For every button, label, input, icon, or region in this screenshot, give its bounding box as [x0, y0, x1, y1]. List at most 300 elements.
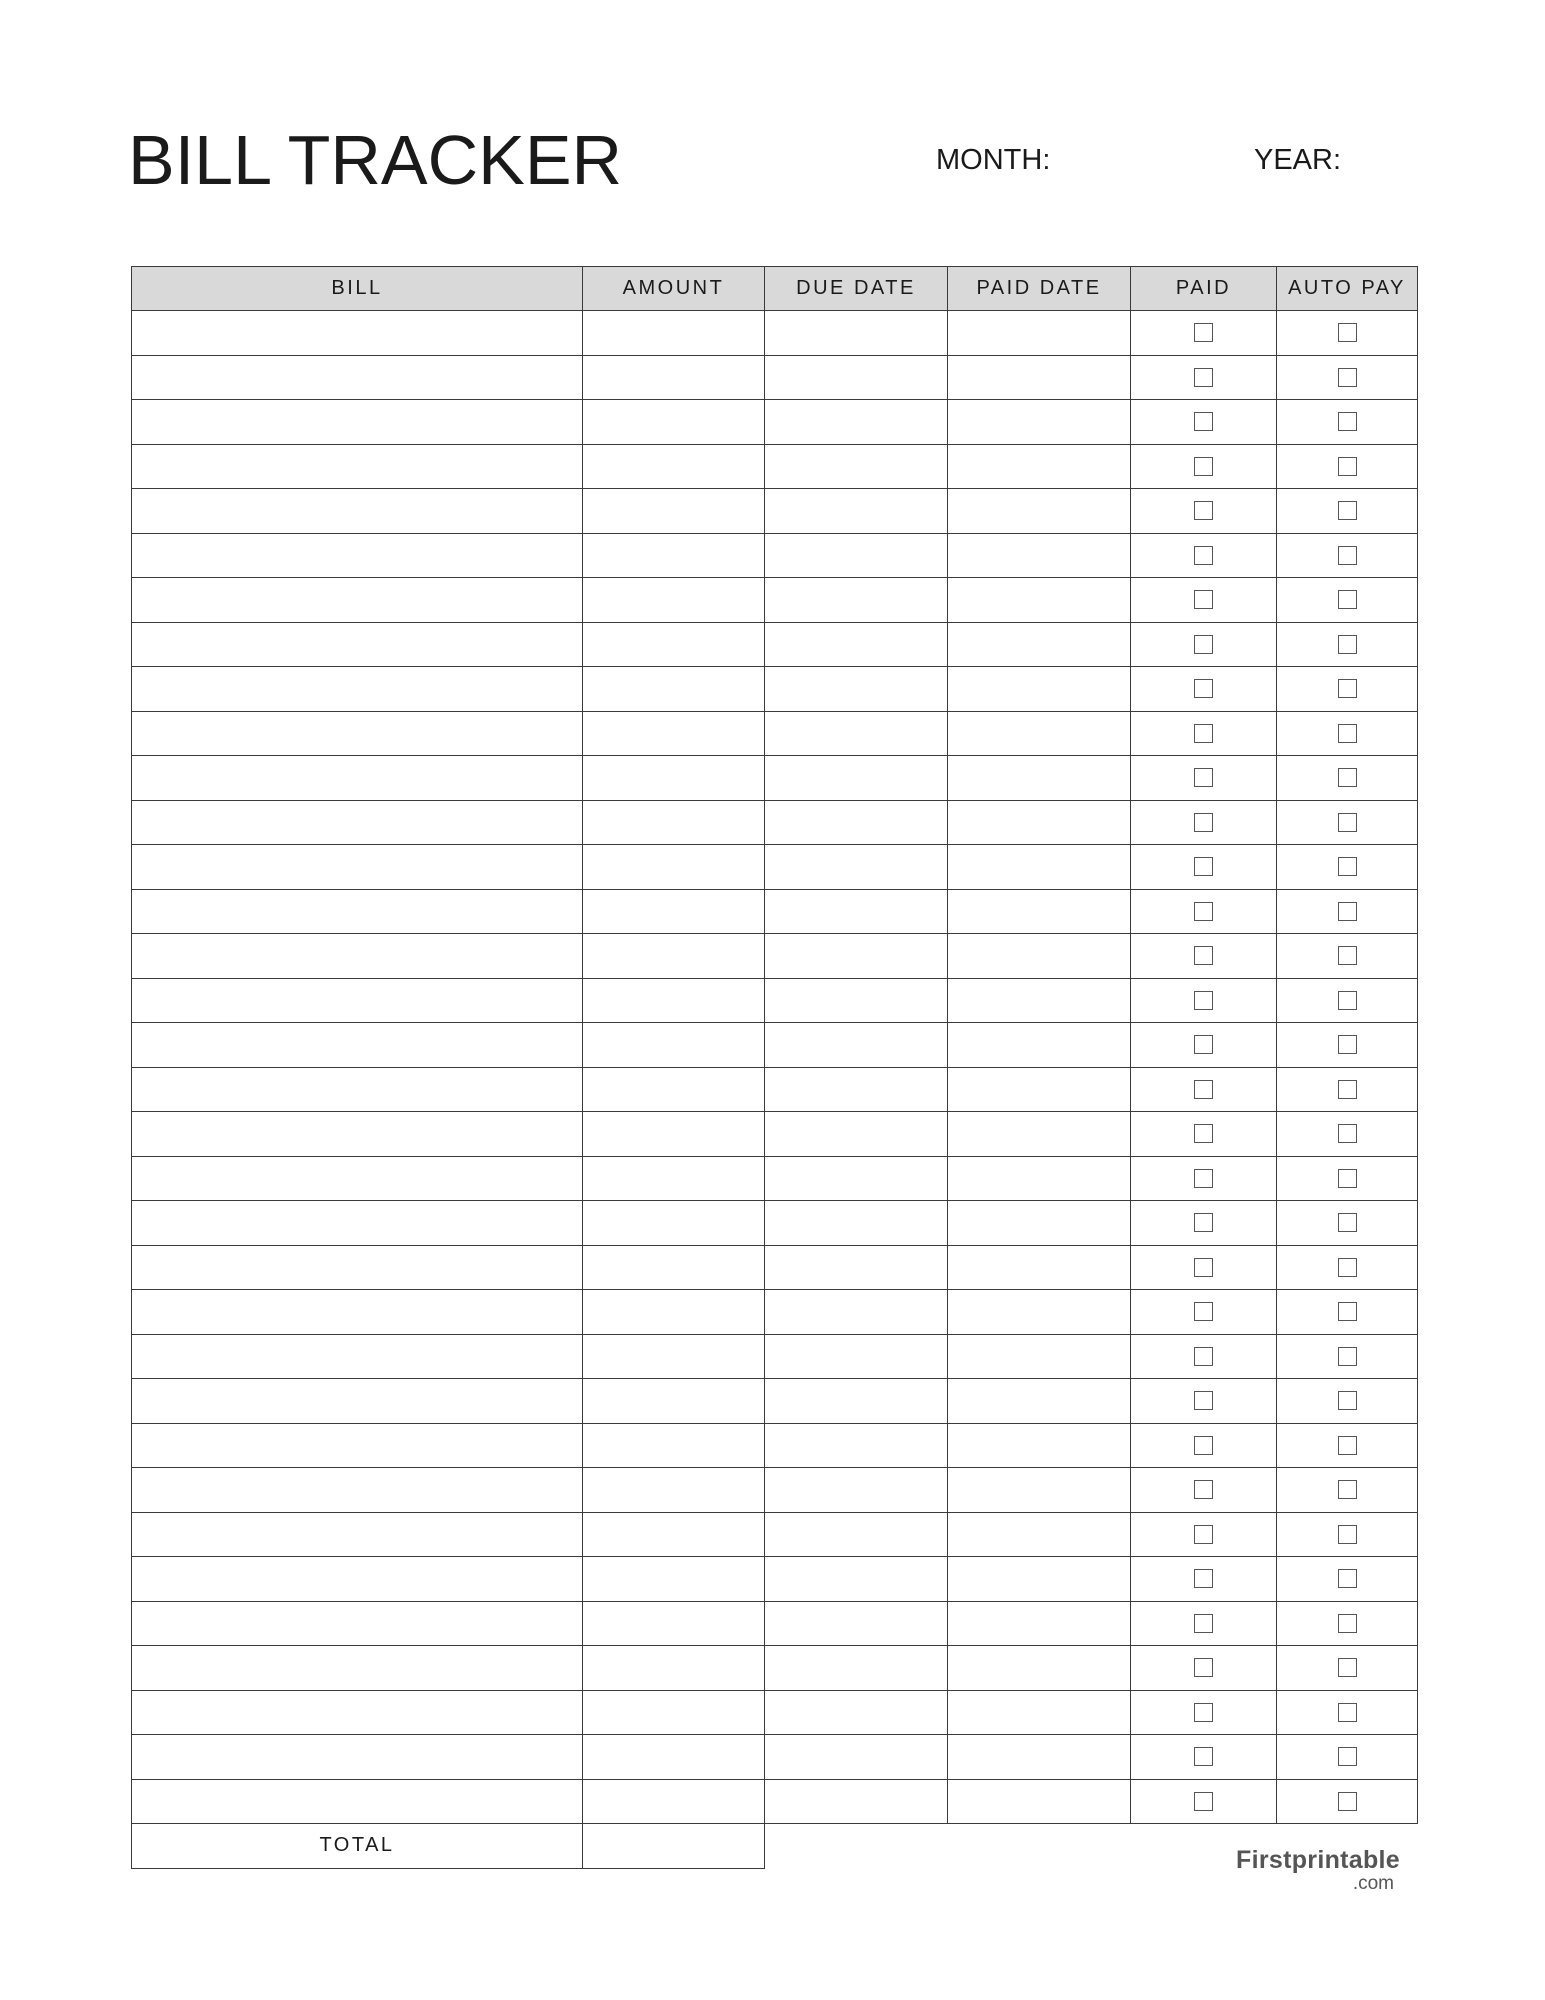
- paid-cell: [1131, 444, 1277, 489]
- due-date-cell[interactable]: [765, 355, 948, 400]
- paid-checkbox[interactable]: [1194, 501, 1213, 520]
- bill-cell[interactable]: [132, 934, 583, 979]
- auto-pay-checkbox[interactable]: [1338, 1258, 1357, 1277]
- paid-date-cell[interactable]: [948, 1245, 1131, 1290]
- auto-pay-checkbox[interactable]: [1338, 1614, 1357, 1633]
- auto-pay-cell: [1277, 1067, 1418, 1112]
- paid-date-cell[interactable]: [948, 1423, 1131, 1468]
- paid-date-cell[interactable]: [948, 1334, 1131, 1379]
- amount-cell[interactable]: [583, 1112, 765, 1157]
- auto-pay-checkbox[interactable]: [1338, 501, 1357, 520]
- paid-checkbox[interactable]: [1194, 590, 1213, 609]
- paid-date-cell[interactable]: [948, 1201, 1131, 1246]
- bill-cell[interactable]: [132, 533, 583, 578]
- paid-cell: [1131, 578, 1277, 623]
- auto-pay-cell: [1277, 889, 1418, 934]
- table-row: [132, 1646, 1418, 1691]
- paid-date-cell[interactable]: [948, 355, 1131, 400]
- paid-cell: [1131, 1601, 1277, 1646]
- paid-date-cell[interactable]: [948, 1690, 1131, 1735]
- due-date-cell[interactable]: [765, 1512, 948, 1557]
- auto-pay-checkbox[interactable]: [1338, 768, 1357, 787]
- table-row: [132, 1290, 1418, 1335]
- page-title: BILL TRACKER: [128, 121, 623, 199]
- amount-cell[interactable]: [583, 711, 765, 756]
- due-date-cell[interactable]: [765, 1067, 948, 1112]
- amount-cell[interactable]: [583, 1201, 765, 1246]
- paid-cell: [1131, 1690, 1277, 1735]
- paid-date-cell[interactable]: [948, 622, 1131, 667]
- paid-checkbox[interactable]: [1194, 1436, 1213, 1455]
- paid-checkbox[interactable]: [1194, 991, 1213, 1010]
- due-date-cell[interactable]: [765, 667, 948, 712]
- paid-checkbox[interactable]: [1194, 412, 1213, 431]
- table-row: [132, 1735, 1418, 1780]
- amount-cell[interactable]: [583, 978, 765, 1023]
- table-row: [132, 1690, 1418, 1735]
- table-row: [132, 1201, 1418, 1246]
- auto-pay-checkbox[interactable]: [1338, 546, 1357, 565]
- paid-date-cell[interactable]: [948, 1646, 1131, 1691]
- paid-cell: [1131, 1067, 1277, 1112]
- auto-pay-checkbox[interactable]: [1338, 1480, 1357, 1499]
- paid-cell: [1131, 1468, 1277, 1513]
- auto-pay-cell: [1277, 1023, 1418, 1068]
- auto-pay-checkbox[interactable]: [1338, 1436, 1357, 1455]
- amount-cell[interactable]: [583, 1423, 765, 1468]
- paid-cell: [1131, 889, 1277, 934]
- auto-pay-cell: [1277, 1646, 1418, 1691]
- auto-pay-checkbox[interactable]: [1338, 1747, 1357, 1766]
- bill-cell[interactable]: [132, 1112, 583, 1157]
- amount-cell[interactable]: [583, 622, 765, 667]
- paid-date-cell[interactable]: [948, 978, 1131, 1023]
- table-row: [132, 800, 1418, 845]
- amount-cell[interactable]: [583, 1557, 765, 1602]
- due-date-cell[interactable]: [765, 622, 948, 667]
- brand-name: Firstprintable: [1236, 1846, 1400, 1874]
- table-row: [132, 444, 1418, 489]
- amount-cell[interactable]: [583, 845, 765, 890]
- total-amount-cell[interactable]: [583, 1824, 765, 1869]
- paid-checkbox[interactable]: [1194, 1792, 1213, 1811]
- amount-cell[interactable]: [583, 1601, 765, 1646]
- auto-pay-checkbox[interactable]: [1338, 1124, 1357, 1143]
- paid-cell: [1131, 311, 1277, 356]
- table-row: [132, 1156, 1418, 1201]
- paid-checkbox[interactable]: [1194, 368, 1213, 387]
- paid-cell: [1131, 667, 1277, 712]
- auto-pay-cell: [1277, 711, 1418, 756]
- paid-checkbox[interactable]: [1194, 946, 1213, 965]
- table-row: [132, 1779, 1418, 1824]
- due-date-cell[interactable]: [765, 1245, 948, 1290]
- paid-cell: [1131, 489, 1277, 534]
- auto-pay-cell: [1277, 1245, 1418, 1290]
- paid-date-cell[interactable]: [948, 1557, 1131, 1602]
- auto-pay-checkbox[interactable]: [1338, 946, 1357, 965]
- bill-cell[interactable]: [132, 1557, 583, 1602]
- column-header-bill: BILL: [132, 267, 583, 311]
- amount-cell[interactable]: [583, 1334, 765, 1379]
- auto-pay-checkbox[interactable]: [1338, 1792, 1357, 1811]
- paid-date-cell[interactable]: [948, 756, 1131, 801]
- paid-checkbox[interactable]: [1194, 857, 1213, 876]
- paid-date-cell[interactable]: [948, 889, 1131, 934]
- bill-cell[interactable]: [132, 444, 583, 489]
- bill-cell[interactable]: [132, 400, 583, 445]
- auto-pay-cell: [1277, 1690, 1418, 1735]
- auto-pay-checkbox[interactable]: [1338, 1525, 1357, 1544]
- auto-pay-cell: [1277, 978, 1418, 1023]
- auto-pay-cell: [1277, 1156, 1418, 1201]
- paid-cell: [1131, 622, 1277, 667]
- auto-pay-checkbox[interactable]: [1338, 1347, 1357, 1366]
- paid-date-cell[interactable]: [948, 1379, 1131, 1424]
- due-date-cell[interactable]: [765, 978, 948, 1023]
- paid-checkbox[interactable]: [1194, 635, 1213, 654]
- paid-date-cell[interactable]: [948, 1512, 1131, 1557]
- due-date-cell[interactable]: [765, 578, 948, 623]
- table-row: [132, 533, 1418, 578]
- amount-cell[interactable]: [583, 1735, 765, 1780]
- paid-checkbox[interactable]: [1194, 546, 1213, 565]
- amount-cell[interactable]: [583, 1023, 765, 1068]
- amount-cell[interactable]: [583, 1379, 765, 1424]
- bill-cell[interactable]: [132, 1779, 583, 1824]
- bill-cell[interactable]: [132, 1023, 583, 1068]
- amount-cell[interactable]: [583, 311, 765, 356]
- due-date-cell[interactable]: [765, 1156, 948, 1201]
- amount-cell[interactable]: [583, 355, 765, 400]
- auto-pay-cell: [1277, 1512, 1418, 1557]
- paid-cell: [1131, 1379, 1277, 1424]
- bill-cell[interactable]: [132, 1245, 583, 1290]
- amount-cell[interactable]: [583, 1468, 765, 1513]
- paid-cell: [1131, 1557, 1277, 1602]
- paid-date-cell[interactable]: [948, 578, 1131, 623]
- paid-cell: [1131, 1512, 1277, 1557]
- paid-cell: [1131, 1646, 1277, 1691]
- paid-date-cell[interactable]: [948, 533, 1131, 578]
- paid-checkbox[interactable]: [1194, 1480, 1213, 1499]
- bill-cell[interactable]: [132, 1690, 583, 1735]
- amount-cell[interactable]: [583, 578, 765, 623]
- due-date-cell[interactable]: [765, 1023, 948, 1068]
- table-row: [132, 1557, 1418, 1602]
- auto-pay-cell: [1277, 444, 1418, 489]
- auto-pay-checkbox[interactable]: [1338, 991, 1357, 1010]
- amount-cell[interactable]: [583, 444, 765, 489]
- paid-checkbox[interactable]: [1194, 1080, 1213, 1099]
- due-date-cell[interactable]: [765, 800, 948, 845]
- paid-date-cell[interactable]: [948, 1112, 1131, 1157]
- paid-cell: [1131, 934, 1277, 979]
- auto-pay-checkbox[interactable]: [1338, 1658, 1357, 1677]
- paid-checkbox[interactable]: [1194, 1658, 1213, 1677]
- paid-date-cell[interactable]: [948, 489, 1131, 534]
- bill-cell[interactable]: [132, 1067, 583, 1112]
- bill-cell[interactable]: [132, 1334, 583, 1379]
- paid-date-cell[interactable]: [948, 711, 1131, 756]
- paid-cell: [1131, 355, 1277, 400]
- bill-cell[interactable]: [132, 711, 583, 756]
- bill-cell[interactable]: [132, 489, 583, 534]
- paid-checkbox[interactable]: [1194, 1614, 1213, 1633]
- paid-checkbox[interactable]: [1194, 323, 1213, 342]
- due-date-cell[interactable]: [765, 1690, 948, 1735]
- paid-checkbox[interactable]: [1194, 768, 1213, 787]
- bill-cell[interactable]: [132, 1379, 583, 1424]
- auto-pay-checkbox[interactable]: [1338, 323, 1357, 342]
- due-date-cell[interactable]: [765, 1601, 948, 1646]
- paid-date-cell[interactable]: [948, 400, 1131, 445]
- amount-cell[interactable]: [583, 489, 765, 534]
- auto-pay-checkbox[interactable]: [1338, 1213, 1357, 1232]
- bill-cell[interactable]: [132, 1646, 583, 1691]
- paid-checkbox[interactable]: [1194, 1124, 1213, 1143]
- table-row: [132, 978, 1418, 1023]
- auto-pay-cell: [1277, 845, 1418, 890]
- table-header-row: [132, 267, 1418, 311]
- bill-cell[interactable]: [132, 311, 583, 356]
- paid-cell: [1131, 978, 1277, 1023]
- paid-cell: [1131, 1112, 1277, 1157]
- paid-date-cell[interactable]: [948, 444, 1131, 489]
- auto-pay-cell: [1277, 400, 1418, 445]
- paid-checkbox[interactable]: [1194, 902, 1213, 921]
- amount-cell[interactable]: [583, 1690, 765, 1735]
- paid-checkbox[interactable]: [1194, 1169, 1213, 1188]
- paid-cell: [1131, 756, 1277, 801]
- auto-pay-cell: [1277, 578, 1418, 623]
- table-row: [132, 1067, 1418, 1112]
- paid-date-cell[interactable]: [948, 800, 1131, 845]
- auto-pay-checkbox[interactable]: [1338, 1035, 1357, 1054]
- due-date-cell[interactable]: [765, 889, 948, 934]
- paid-date-cell[interactable]: [948, 667, 1131, 712]
- paid-date-cell[interactable]: [948, 1023, 1131, 1068]
- bill-cell[interactable]: [132, 667, 583, 712]
- auto-pay-cell: [1277, 1201, 1418, 1246]
- table-row: [132, 845, 1418, 890]
- bill-cell[interactable]: [132, 800, 583, 845]
- bill-cell[interactable]: [132, 756, 583, 801]
- due-date-cell[interactable]: [765, 1112, 948, 1157]
- auto-pay-cell: [1277, 934, 1418, 979]
- auto-pay-cell: [1277, 1557, 1418, 1602]
- paid-cell: [1131, 1201, 1277, 1246]
- auto-pay-cell: [1277, 622, 1418, 667]
- paid-cell: [1131, 711, 1277, 756]
- table-row: [132, 311, 1418, 356]
- auto-pay-checkbox[interactable]: [1338, 1703, 1357, 1722]
- column-header-due-date: DUE DATE: [765, 267, 948, 311]
- paid-checkbox[interactable]: [1194, 1213, 1213, 1232]
- column-header-auto-pay: AUTO PAY: [1277, 267, 1418, 311]
- due-date-cell[interactable]: [765, 1334, 948, 1379]
- bill-cell[interactable]: [132, 889, 583, 934]
- due-date-cell[interactable]: [765, 934, 948, 979]
- due-date-cell[interactable]: [765, 311, 948, 356]
- auto-pay-checkbox[interactable]: [1338, 368, 1357, 387]
- auto-pay-checkbox[interactable]: [1338, 457, 1357, 476]
- amount-cell[interactable]: [583, 756, 765, 801]
- paid-checkbox[interactable]: [1194, 1747, 1213, 1766]
- paid-checkbox[interactable]: [1194, 1569, 1213, 1588]
- auto-pay-checkbox[interactable]: [1338, 590, 1357, 609]
- paid-checkbox[interactable]: [1194, 1035, 1213, 1054]
- auto-pay-checkbox[interactable]: [1338, 1302, 1357, 1321]
- auto-pay-cell: [1277, 667, 1418, 712]
- column-header-paid: PAID: [1131, 267, 1277, 311]
- amount-cell[interactable]: [583, 1245, 765, 1290]
- amount-cell[interactable]: [583, 1290, 765, 1335]
- paid-checkbox[interactable]: [1194, 457, 1213, 476]
- auto-pay-cell: [1277, 489, 1418, 534]
- paid-checkbox[interactable]: [1194, 1258, 1213, 1277]
- auto-pay-cell: [1277, 311, 1418, 356]
- paid-cell: [1131, 1334, 1277, 1379]
- auto-pay-checkbox[interactable]: [1338, 813, 1357, 832]
- auto-pay-checkbox[interactable]: [1338, 679, 1357, 698]
- bill-cell[interactable]: [132, 355, 583, 400]
- auto-pay-checkbox[interactable]: [1338, 1569, 1357, 1588]
- auto-pay-cell: [1277, 1601, 1418, 1646]
- table-row: [132, 1601, 1418, 1646]
- auto-pay-checkbox[interactable]: [1338, 857, 1357, 876]
- bill-cell[interactable]: [132, 1601, 583, 1646]
- due-date-cell[interactable]: [765, 1423, 948, 1468]
- auto-pay-cell: [1277, 1735, 1418, 1780]
- table-row: [132, 1023, 1418, 1068]
- paid-cell: [1131, 1423, 1277, 1468]
- table-row: [132, 756, 1418, 801]
- bill-cell[interactable]: [132, 1201, 583, 1246]
- amount-cell[interactable]: [583, 1646, 765, 1691]
- due-date-cell[interactable]: [765, 1201, 948, 1246]
- due-date-cell[interactable]: [765, 400, 948, 445]
- due-date-cell[interactable]: [765, 756, 948, 801]
- bill-table: [131, 266, 1418, 1869]
- amount-cell[interactable]: [583, 1512, 765, 1557]
- amount-cell[interactable]: [583, 1779, 765, 1824]
- paid-checkbox[interactable]: [1194, 1391, 1213, 1410]
- table-row: [132, 1245, 1418, 1290]
- due-date-cell[interactable]: [765, 845, 948, 890]
- auto-pay-cell: [1277, 1468, 1418, 1513]
- paid-checkbox[interactable]: [1194, 1347, 1213, 1366]
- auto-pay-cell: [1277, 1334, 1418, 1379]
- paid-cell: [1131, 1779, 1277, 1824]
- due-date-cell[interactable]: [765, 1779, 948, 1824]
- paid-date-cell[interactable]: [948, 1156, 1131, 1201]
- auto-pay-cell: [1277, 1290, 1418, 1335]
- due-date-cell[interactable]: [765, 711, 948, 756]
- paid-date-cell[interactable]: [948, 1468, 1131, 1513]
- table-row: [132, 1468, 1418, 1513]
- paid-date-cell[interactable]: [948, 311, 1131, 356]
- bill-rows: [132, 311, 1418, 1824]
- table-row: [132, 711, 1418, 756]
- amount-cell[interactable]: [583, 667, 765, 712]
- bill-cell[interactable]: [132, 622, 583, 667]
- paid-date-cell[interactable]: [948, 1735, 1131, 1780]
- bill-cell[interactable]: [132, 1423, 583, 1468]
- paid-date-cell[interactable]: [948, 1601, 1131, 1646]
- amount-cell[interactable]: [583, 400, 765, 445]
- year-label: YEAR:: [1254, 144, 1342, 176]
- bill-cell[interactable]: [132, 1735, 583, 1780]
- due-date-cell[interactable]: [765, 489, 948, 534]
- due-date-cell[interactable]: [765, 1468, 948, 1513]
- table-row: [132, 578, 1418, 623]
- due-date-cell[interactable]: [765, 533, 948, 578]
- table-row: [132, 400, 1418, 445]
- due-date-cell[interactable]: [765, 1557, 948, 1602]
- auto-pay-cell: [1277, 1379, 1418, 1424]
- auto-pay-checkbox[interactable]: [1338, 902, 1357, 921]
- bill-cell[interactable]: [132, 1512, 583, 1557]
- due-date-cell[interactable]: [765, 1290, 948, 1335]
- paid-date-cell[interactable]: [948, 1290, 1131, 1335]
- table-row: [132, 489, 1418, 534]
- due-date-cell[interactable]: [765, 1646, 948, 1691]
- table-row: [132, 1423, 1418, 1468]
- auto-pay-checkbox[interactable]: [1338, 1391, 1357, 1410]
- table-row: [132, 667, 1418, 712]
- paid-cell: [1131, 533, 1277, 578]
- paid-checkbox[interactable]: [1194, 1525, 1213, 1544]
- paid-checkbox[interactable]: [1194, 1703, 1213, 1722]
- bill-cell[interactable]: [132, 578, 583, 623]
- due-date-cell[interactable]: [765, 1735, 948, 1780]
- auto-pay-checkbox[interactable]: [1338, 412, 1357, 431]
- paid-cell: [1131, 1735, 1277, 1780]
- bill-cell[interactable]: [132, 845, 583, 890]
- paid-cell: [1131, 845, 1277, 890]
- amount-cell[interactable]: [583, 533, 765, 578]
- amount-cell[interactable]: [583, 1067, 765, 1112]
- bill-cell[interactable]: [132, 1156, 583, 1201]
- amount-cell[interactable]: [583, 800, 765, 845]
- paid-checkbox[interactable]: [1194, 813, 1213, 832]
- auto-pay-cell: [1277, 756, 1418, 801]
- amount-cell[interactable]: [583, 1156, 765, 1201]
- auto-pay-checkbox[interactable]: [1338, 724, 1357, 743]
- paid-date-cell[interactable]: [948, 1779, 1131, 1824]
- paid-date-cell[interactable]: [948, 845, 1131, 890]
- due-date-cell[interactable]: [765, 1379, 948, 1424]
- bill-cell[interactable]: [132, 978, 583, 1023]
- table-row: [132, 355, 1418, 400]
- bill-cell[interactable]: [132, 1290, 583, 1335]
- table-row: [132, 934, 1418, 979]
- due-date-cell[interactable]: [765, 444, 948, 489]
- bill-cell[interactable]: [132, 1468, 583, 1513]
- paid-checkbox[interactable]: [1194, 679, 1213, 698]
- amount-cell[interactable]: [583, 889, 765, 934]
- amount-cell[interactable]: [583, 934, 765, 979]
- auto-pay-checkbox[interactable]: [1338, 1169, 1357, 1188]
- paid-date-cell[interactable]: [948, 934, 1131, 979]
- paid-checkbox[interactable]: [1194, 724, 1213, 743]
- auto-pay-checkbox[interactable]: [1338, 635, 1357, 654]
- auto-pay-checkbox[interactable]: [1338, 1080, 1357, 1099]
- paid-cell: [1131, 800, 1277, 845]
- paid-checkbox[interactable]: [1194, 1302, 1213, 1321]
- paid-date-cell[interactable]: [948, 1067, 1131, 1112]
